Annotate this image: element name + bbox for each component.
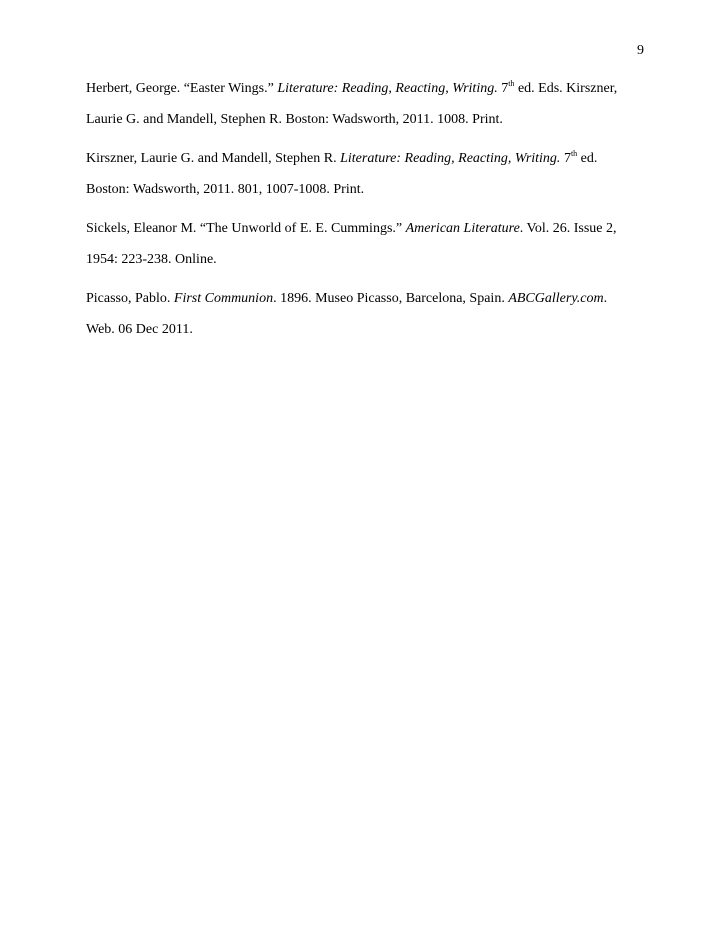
- citation-line-1: [86, 291, 607, 306]
- citation-author-title: Herbert, George. “Easter Wings.”: [86, 81, 278, 96]
- citation-punctuation: .: [603, 291, 608, 306]
- citation-line-1: [86, 81, 617, 96]
- citation-author-title: Sickels, Eleanor M. “The Unworld of E. E. Cummings.”: [86, 221, 406, 236]
- citation-line-1: [86, 221, 617, 236]
- citation-line-2: Laurie G. and Mandell, Stephen R. Boston: Wadsworth, 2011. 1008. Print.: [86, 112, 503, 127]
- citation-edition-superscript: th: [570, 149, 578, 158]
- citation-source-title: Literature: Reading, Reacting, Writing.: [340, 151, 561, 166]
- citation-line-2: Boston: Wadsworth, 2011. 801, 1007-1008. Print.: [86, 182, 365, 197]
- citation-entry-sickels: [86, 213, 646, 275]
- citation-details: . Vol. 26. Issue 2,: [519, 221, 617, 236]
- page-number: 9: [637, 43, 644, 58]
- citation-source-title: Literature: Reading, Reacting, Writing.: [277, 81, 498, 96]
- citation-details: . 1896. Museo Picasso, Barcelona, Spain.: [273, 291, 509, 306]
- citation-author: Picasso, Pablo.: [86, 291, 174, 306]
- citation-edition-superscript: th: [508, 79, 515, 88]
- citation-details: ed. Eds. Kirszner,: [514, 81, 618, 96]
- citation-line-2: Web. 06 Dec 2011.: [86, 322, 193, 337]
- citation-source-title: American Literature: [405, 221, 520, 236]
- citation-artwork-title: First Communion: [173, 291, 274, 306]
- citation-line-1: [86, 151, 597, 166]
- citation-edition: 7: [497, 81, 509, 96]
- works-cited-list: [86, 73, 646, 353]
- citation-entry-kirszner: [86, 143, 646, 205]
- citation-entry-picasso: [86, 283, 646, 345]
- citation-details: ed.: [577, 151, 598, 166]
- citation-author-title: Kirszner, Laurie G. and Mandell, Stephen R.: [86, 151, 341, 166]
- citation-line-2: 1954: 223-238. Online.: [86, 252, 217, 267]
- citation-edition: 7: [560, 151, 571, 166]
- citation-entry-herbert: [86, 73, 646, 135]
- citation-website-title: ABCGallery.com: [508, 291, 604, 306]
